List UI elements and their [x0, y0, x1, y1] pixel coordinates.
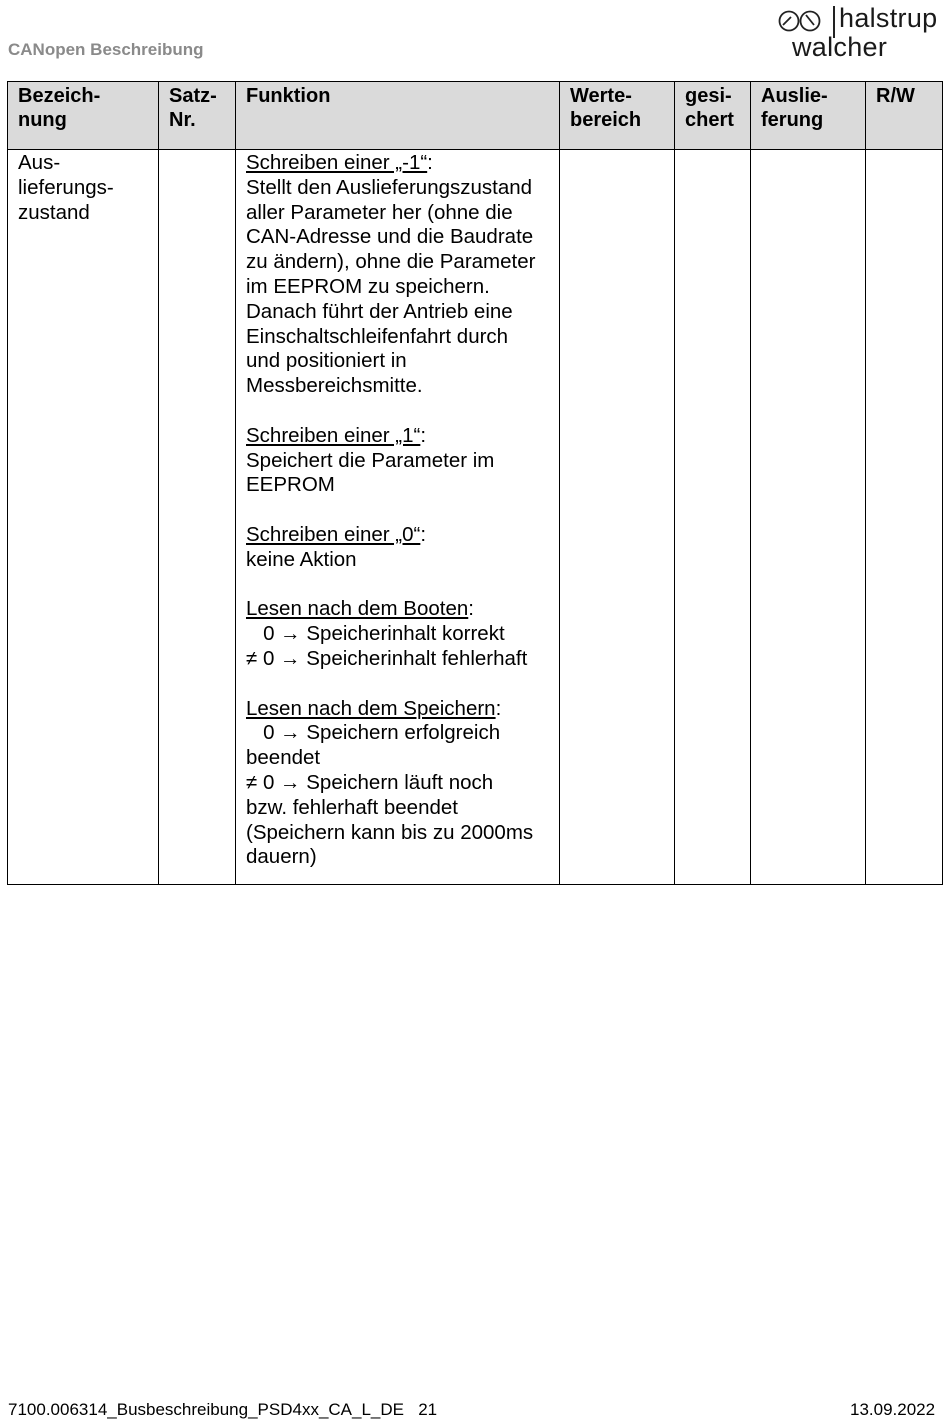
footer-document-name: 7100.006314_Busbeschreibung_PSD4xx_CA_L_DE [8, 1400, 405, 1419]
function-block-read-after-boot: Lesen nach dem Booten: 0 → Speicherinhalt korrekt ≠ 0 → Speicherinhalt fehlerhaft [246, 597, 528, 670]
cell-gesichert [675, 150, 751, 885]
footer-date: 13.09.2022 [850, 1400, 936, 1419]
footer-page-number: 21 [418, 1400, 438, 1419]
table-row [8, 150, 943, 885]
function-block-write-minus-one: Schreiben einer „-1“: Stellt den Auslieferungszustand aller Parameter her (ohne die CAN-Adresse und die Baudrate zu ändern), ohne die Parameter im EEPROM zu speichern. Danach führt der Antrieb eine Einschaltschleifenfahrt durch und positioniert in Messbereichsmitte. [246, 151, 536, 398]
column-header-rw: R/W [866, 82, 943, 150]
column-header-auslieferung: Auslie- ferung [751, 82, 866, 150]
function-block-read-after-save: Lesen nach dem Speichern: 0 → Speichern erfolgreich beendet ≠ 0 → Speichern läuft noch bzw. fehlerhaft beendet (Speichern kann bis zu 2000ms dauern) [246, 696, 534, 869]
parameter-table [7, 81, 943, 885]
function-block-write-one: Schreiben einer „1“: Speichert die Parameter im EEPROM [246, 423, 495, 497]
cell-auslieferung [751, 150, 866, 885]
logo-text-walcher: walcher [792, 32, 888, 62]
footer-document-id [8, 1400, 437, 1420]
cell-wertebereich [560, 150, 675, 885]
cell-bezeichnung: Aus- lieferungs- zustand [8, 150, 159, 885]
table-header-row [8, 82, 943, 150]
logo-text-halstrup: halstrup [839, 3, 938, 33]
column-header-gesichert: gesi- chert [675, 82, 751, 150]
column-header-satz-nr: Satz- Nr. [159, 82, 236, 150]
document-header-title: CANopen Beschreibung [8, 40, 204, 59]
column-header-bezeichnung: Bezeich- nung [8, 82, 159, 150]
column-header-funktion: Funktion [236, 82, 560, 150]
company-logo [778, 4, 946, 62]
halstrup-walcher-logo-icon [778, 10, 822, 32]
function-block-write-zero: Schreiben einer „0“: keine Aktion [246, 522, 427, 571]
cell-satz-nr [159, 150, 236, 885]
cell-rw [866, 150, 943, 885]
cell-funktion [236, 150, 560, 885]
column-header-wertebereich: Werte- bereich [560, 82, 675, 150]
